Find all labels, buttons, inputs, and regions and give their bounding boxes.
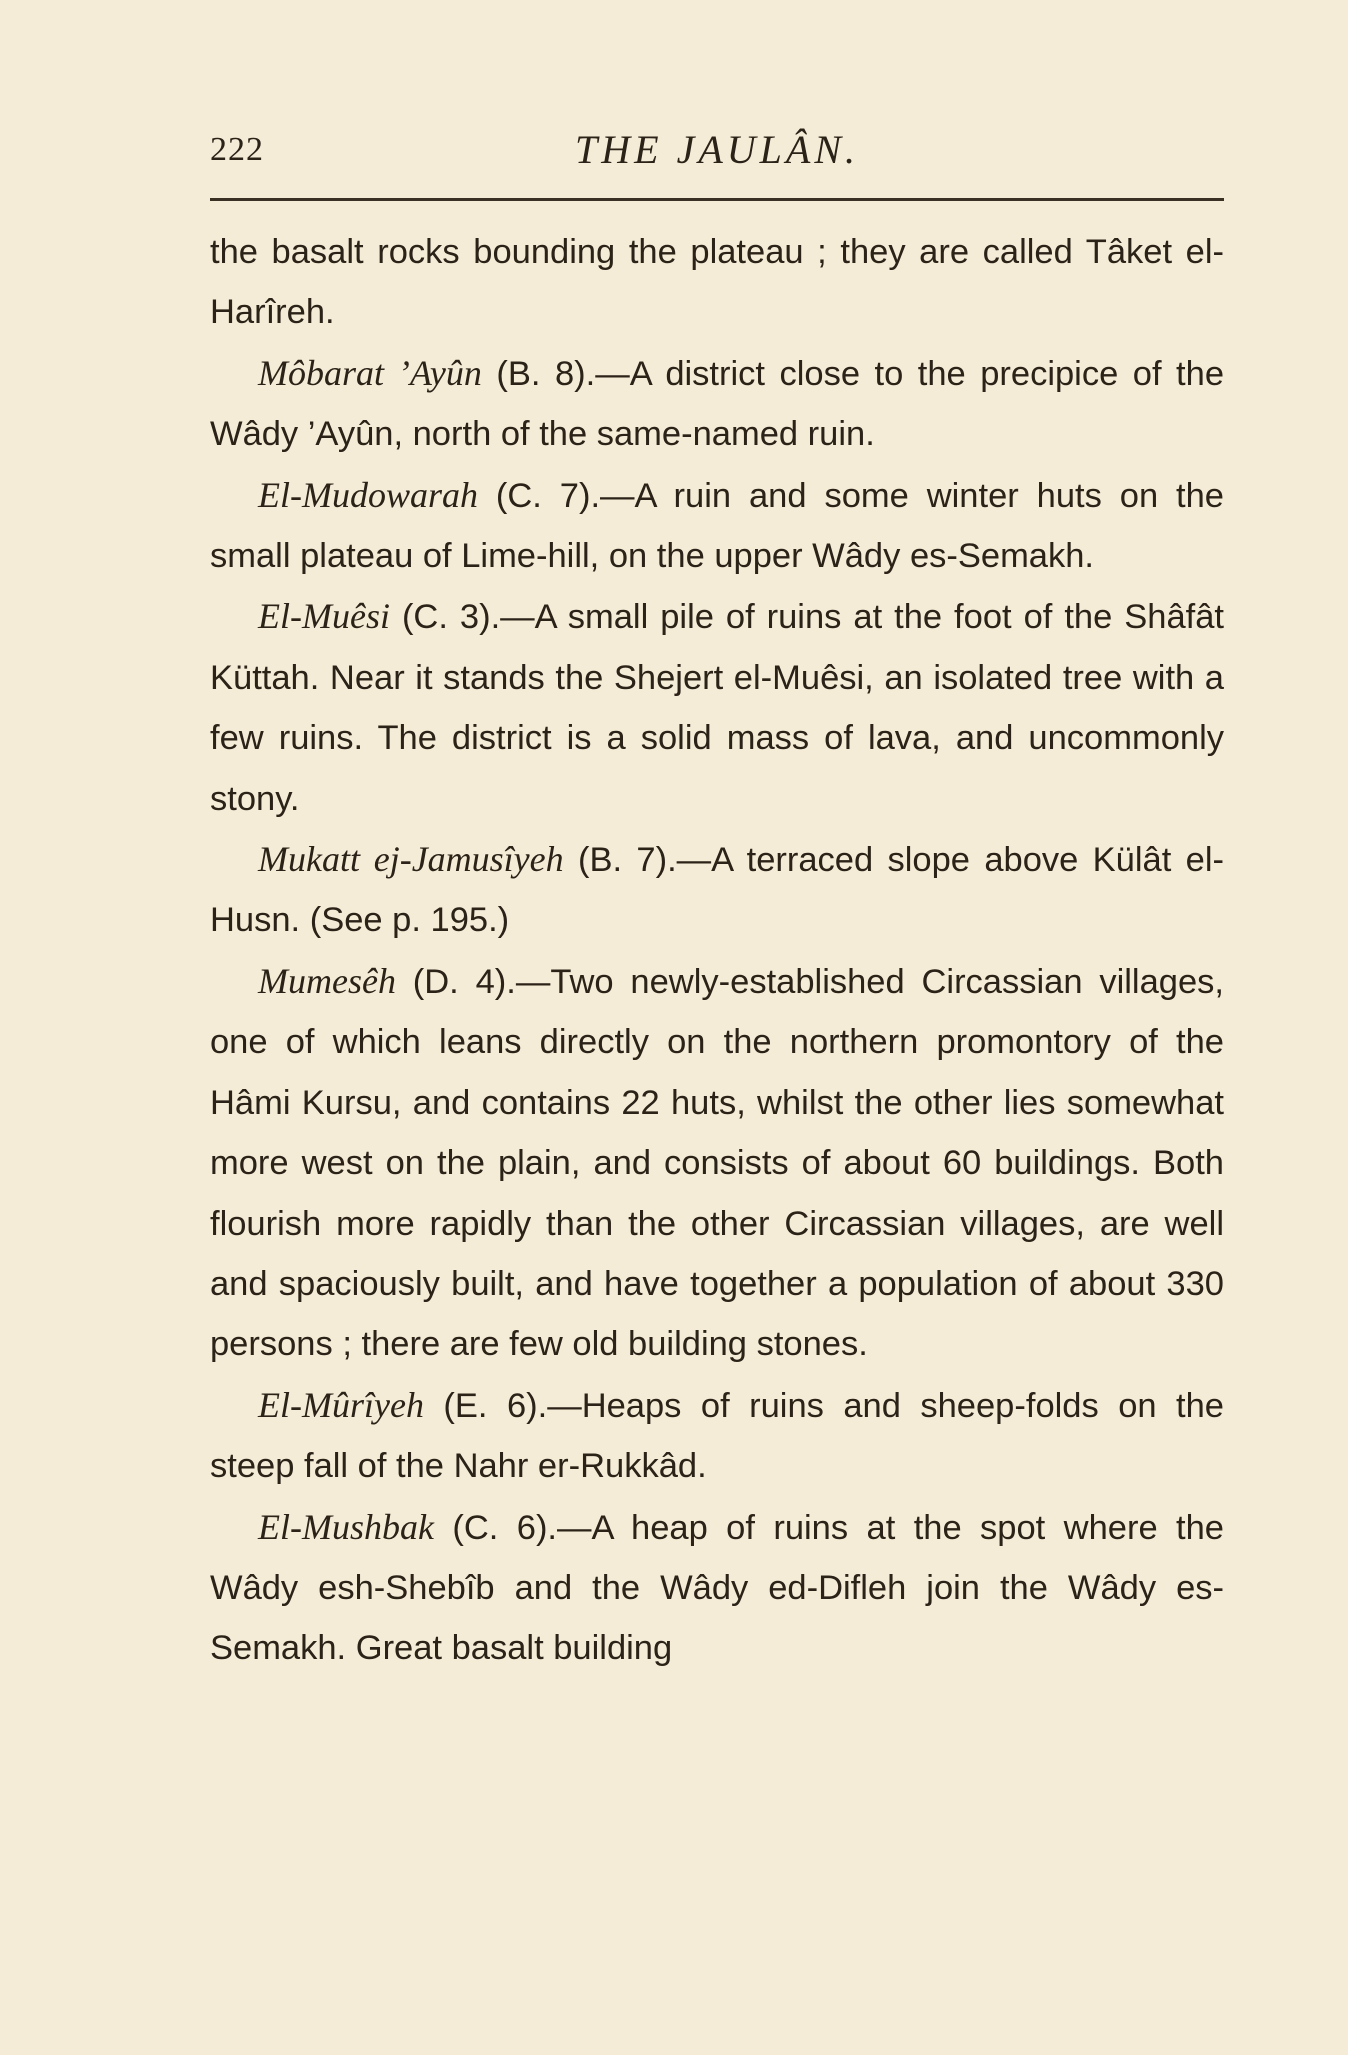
entry-name: Mukatt ej-Jamusîyeh — [258, 839, 564, 880]
entry-mumeseh — [210, 951, 1224, 1375]
paragraph-continuation — [210, 222, 1224, 343]
entry-text: (C. 7).—A ruin and some winter huts on the small plateau of Lime-hill, on the upper Wâdy es-Semakh. — [210, 476, 1224, 576]
entry-name: Môbarat ’Ayûn — [258, 352, 482, 393]
entry-name: Mumesêh — [258, 960, 396, 1001]
entry-mukatt-ej-jamusiyeh — [210, 829, 1224, 951]
entry-mobarat-ayun — [210, 343, 1224, 465]
entry-text: (B. 7).—A terraced slope above Külât el-Husn. (See p. 195.) — [210, 841, 1224, 940]
entry-text: (D. 4).—Two newly-established Circassian villages, one of which leans directly on the northern promontory of the Hâmi Kursu, and contains 22 huts, whilst the other lies somewhat more west on the plain, and consists of about 60 buildings. Both flourish more rapidly than the other Circassian villages, are well and spaciously built, and have together a population of about 330 persons ; there are few old building stones. — [210, 962, 1224, 1364]
book-page — [210, 0, 1224, 2055]
entry-name: El-Muêsi — [258, 596, 390, 637]
entry-el-muriyeh — [210, 1375, 1224, 1497]
header-rule — [210, 198, 1224, 201]
entry-name: El-Mudowarah — [258, 474, 478, 515]
entry-name: El-Mushbak — [258, 1506, 434, 1547]
entry-el-mushbak — [210, 1497, 1224, 1679]
entry-el-mudowarah — [210, 465, 1224, 587]
entry-text: (C. 6).—A heap of ruins at the spot where the Wâdy esh-Shebîb and the Wâdy ed-Difleh join the Wâdy es-Semakh. Great basalt building — [210, 1508, 1224, 1668]
entry-text: (B. 8).—A district close to the precipice of the Wâdy ’Ayûn, north of the same-named ruin. — [210, 354, 1225, 454]
text-body — [210, 222, 1224, 1679]
entry-name: El-Mûrîyeh — [258, 1384, 424, 1425]
entry-text: (E. 6).—Heaps of ruins and sheep-folds on the steep fall of the Nahr er-Rukkâd. — [210, 1386, 1224, 1486]
entry-el-muesi — [210, 586, 1224, 829]
paragraph-text: the basalt rocks bounding the plateau ; they are called Tâket el-Harîreh. — [210, 233, 1224, 332]
running-title: THE JAULÂN. — [575, 127, 859, 172]
entry-text: (C. 3).—A small pile of ruins at the foot of the Shâfât Küttah. Near it stands the Shejert el-Muêsi, an isolated tree with a few ruins. The district is a solid mass of lava, and uncommonly stony. — [210, 598, 1224, 818]
page-number: 222 — [210, 131, 264, 168]
